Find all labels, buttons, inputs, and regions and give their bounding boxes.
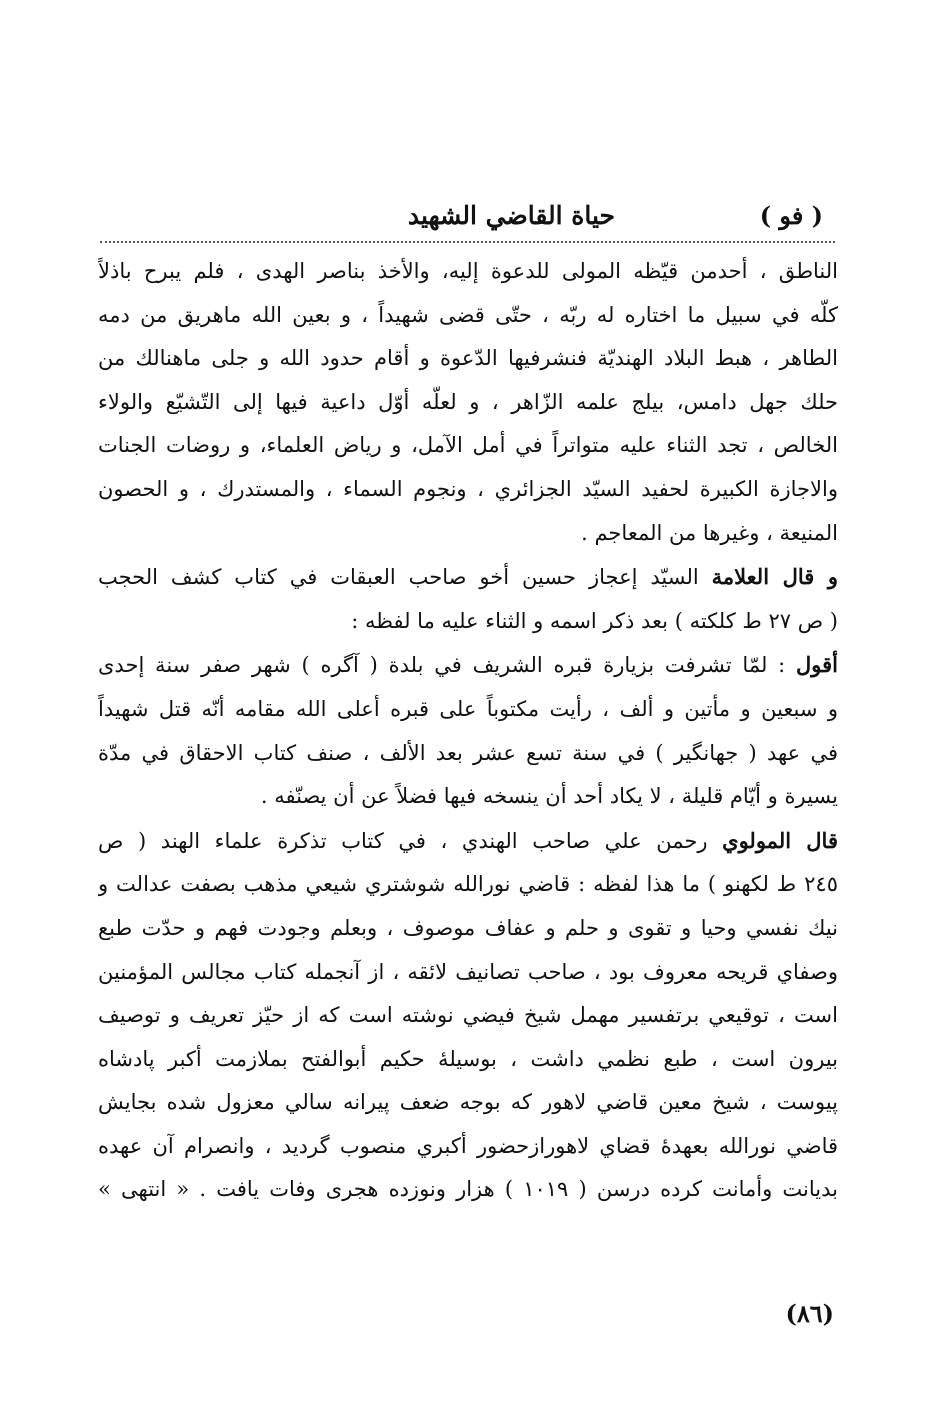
text-line: الخالص ، تجد الثناء عليه متواتراً في أمل الآمل، و رياض العلماء، و روضات الجنات [98,433,838,458]
text-line: نيك نفسي وحيا و تقوى و حلم و عفاف موصوف ، وبعلم وجودت فهم و حدّت طبع [98,915,838,940]
text-line [98,555,838,600]
text-line: و سبعين و مأتين و ألف ، رأيت مكتوباً على قبره أعلى الله مقامه أنّه قتل شهيداً [98,696,838,721]
text-line: بيرون است ، طبع نظمي داشت ، بوسيلهٔ حكيم أبوالفتح بملازمت أكبر پادشاه [98,1046,838,1071]
paragraph-mawlawi-quote [98,819,838,1212]
text-run: : لمّا تشرفت بزيارة قبره الشريف في بلدة ( آگره ) شهر صفر سنة إحدى [98,653,797,678]
text-run: السيّد إعجاز حسين أخو صاحب العبقات في كتاب كشف الحجب [98,565,712,590]
text-line: ٢٤٥ ط لكهنو ) ما هذا لفظه : قاضي نورالله شوشتري شيعي مذهب بصفت عدالت و [98,872,838,897]
text-line: يسيرة و أيّام قليلة ، لا يكاد أحد أن ينسخه فيها فضلاً عن أن يصنّفه . [260,784,838,809]
text-line: وصفاي قريحه معروف بود ، صاحب تصانيف لائقه ، از آنجمله كتاب مجالس المؤمنين [98,959,838,984]
paragraph-lead: قال المولوي [722,827,838,853]
text-line: والاجازة الكبيرة لحفيد السيّد الجزائري ، ونجوم السماء ، والمستدرك ، و الحصون [98,476,838,501]
paragraph-lead: و قال العلامة [711,564,838,590]
text-line: الناطق ، أحدمن قيّظه المولى للدعوة إليه، والأخذ بناصر الهدى ، فلم يبرح باذلاً [98,259,838,283]
paragraph-aqulu [98,643,838,818]
text-line: المنيعة ، وغيرها من المعاجم . [581,520,838,545]
page-number: (٨٦) [785,1299,834,1328]
text-line: پيوست ، شيخ معين قاضي لاهور كه بوجه ضعف پيرانه سالي معزول شده بجايش [98,1090,838,1115]
header-dotted-rule [100,241,835,243]
text-line [98,819,838,864]
running-header-title: حياة القاضي الشهيد [407,201,615,230]
text-line: في عهد ( جهانگير ) في سنة تسع عشر بعد الألف ، صنف كتاب الاحقاق في مدّة [98,740,838,765]
text-line: ( ص ٢٧ ط كلكته ) بعد ذكر اسمه و الثناء عليه ما لفظه : [351,608,838,633]
body-text [98,250,838,1212]
paragraph-lead: أقول [796,652,838,678]
paragraph-biography [98,250,838,555]
text-line: قاضي نورالله بعهدهٔ قضاي لاهورازحضور أكبري منصوب گرديد ، وانصرام آن عهده [98,1133,838,1158]
text-line: بديانت وأمانت كرده درسن ( ١٠١٩ ) هزار ونوزده هجرى وفات يافت . « انتهى » [98,1177,838,1202]
text-line: الطاهر ، هبط البلاد الهنديّة فنشرفيها الدّعوة و أقام حدود الله و جلى ماهنالك من [98,346,838,371]
text-line: كلّه في سبيل ما اختاره له ربّه ، حتّى قضى شهيداً ، و بعين الله ماهريق من دمه [98,302,838,327]
running-header-page-marker: ( فو ) [759,201,823,230]
text-line: است ، توقيعي برتفسير مهمل شيخ فيضي نوشته است كه از حيّز تعريف و توصيف [98,1003,838,1028]
text-line: حلك جهل دامس، بيلج علمه الزّاهر ، و لعلّه أوّل داعية فيها إلى التّشيّع والولاء [98,389,838,414]
paragraph-allama-quote [98,555,838,643]
text-run: رحمن علي صاحب الهندي ، في كتاب تذكرة علماء الهند ( ص [98,828,723,853]
text-line [98,643,838,688]
running-header [100,196,835,236]
